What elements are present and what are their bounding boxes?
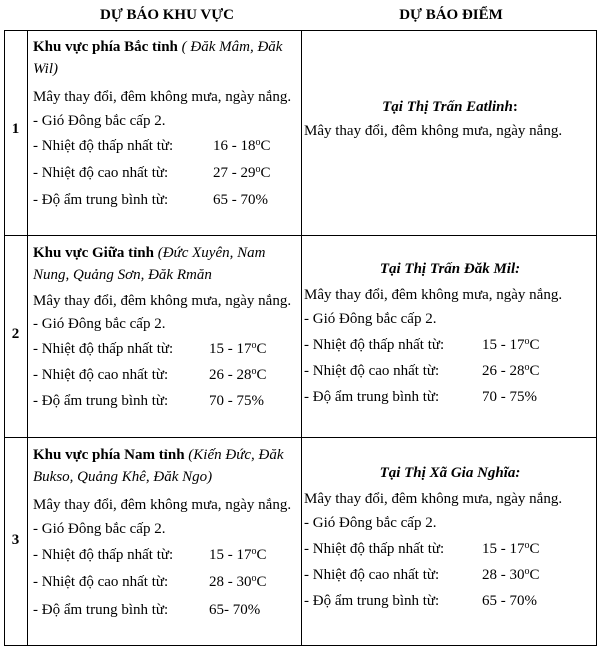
- point-weather-description: Mây thay đổi, đêm không mưa, ngày nắng.: [304, 123, 563, 139]
- min-temp-row: [33, 133, 300, 159]
- point-max-temp-value: 26 - 28$^o$C: [482, 362, 540, 379]
- humidity-value: 65 - 70%: [213, 192, 268, 208]
- humidity-label: - Độ ẩm trung bình từ:: [33, 393, 169, 409]
- area-forecast-cell: [33, 444, 300, 624]
- humidity-label: - Độ ẩm trung bình từ:: [33, 602, 169, 618]
- max-temp-label: - Nhiệt độ cao nhất từ:: [33, 165, 169, 181]
- humidity-row: [33, 596, 300, 624]
- region-name: Khu vực Giữa tỉnh: [33, 245, 154, 261]
- humidity-value: 70 - 75%: [209, 393, 264, 409]
- row-number: 2: [11, 326, 20, 342]
- point-max-temp-row: [304, 562, 596, 588]
- table-divider-mid: [301, 30, 302, 646]
- point-wind-info: - Gió Đông bắc cấp 2.: [304, 515, 437, 531]
- point-min-temp-row: [304, 332, 596, 358]
- table-divider-num: [27, 30, 28, 646]
- point-max-temp-label: - Nhiệt độ cao nhất từ:: [304, 567, 440, 583]
- table-border-right: [596, 30, 597, 646]
- weather-description: Mây thay đổi, đêm không mưa, ngày nắng.: [33, 497, 292, 513]
- wind-info: - Gió Đông bắc cấp 2.: [33, 316, 166, 332]
- point-humidity-row: [304, 588, 596, 614]
- wind-info: - Gió Đông bắc cấp 2.: [33, 521, 166, 537]
- point-wind-info: - Gió Đông bắc cấp 2.: [304, 311, 437, 327]
- min-temp-label: - Nhiệt độ thấp nhất từ:: [33, 138, 174, 154]
- row-number: 1: [11, 121, 20, 137]
- row-number: 3: [11, 532, 20, 548]
- min-temp-row: [33, 542, 300, 568]
- point-min-temp-label: - Nhiệt độ thấp nhất từ:: [304, 337, 445, 353]
- region-title: [33, 36, 300, 80]
- min-temp-value: 15 - 17$^o$C: [209, 546, 267, 563]
- region-title: [33, 444, 300, 488]
- point-max-temp-row: [304, 358, 596, 384]
- point-humidity-value: 70 - 75%: [482, 389, 537, 405]
- point-weather-description: Mây thay đổi, đêm không mưa, ngày nắng.: [304, 287, 563, 303]
- point-min-temp-row: [304, 536, 596, 562]
- point-humidity-value: 65 - 70%: [482, 593, 537, 609]
- point-title: Tại Thị Xã Gia Nghĩa:: [379, 465, 521, 481]
- max-temp-row: [33, 159, 300, 187]
- point-forecast-cell: [304, 96, 596, 142]
- max-temp-row: [33, 568, 300, 596]
- header-area-forecast: DỰ BÁO KHU VỰC: [99, 7, 235, 23]
- region-title: [33, 242, 300, 286]
- point-min-temp-value: 15 - 17$^o$C: [482, 336, 540, 353]
- point-humidity-label: - Độ ẩm trung bình từ:: [304, 593, 440, 609]
- area-forecast-cell: [33, 242, 300, 414]
- point-max-temp-label: - Nhiệt độ cao nhất từ:: [304, 363, 440, 379]
- humidity-row: [33, 187, 300, 213]
- min-temp-row: [33, 336, 300, 362]
- area-forecast-cell: [33, 36, 300, 213]
- max-temp-value: 27 - 29$^o$C: [213, 164, 271, 181]
- min-temp-value: 16 - 18$^o$C: [213, 137, 271, 154]
- max-temp-label: - Nhiệt độ cao nhất từ:: [33, 367, 169, 383]
- humidity-value: 65- 70%: [209, 602, 261, 618]
- min-temp-value: 15 - 17$^o$C: [209, 340, 267, 357]
- wind-info: - Gió Đông bắc cấp 2.: [33, 113, 166, 129]
- region-districts: (Đức Xuyên, Nam Nung, Quảng Sơn, Đăk Rmăn: [33, 245, 266, 283]
- point-weather-description: Mây thay đổi, đêm không mưa, ngày nắng.: [304, 491, 563, 507]
- humidity-label: - Độ ẩm trung bình từ:: [33, 192, 169, 208]
- point-humidity-label: - Độ ẩm trung bình từ:: [304, 389, 440, 405]
- min-temp-label: - Nhiệt độ thấp nhất từ:: [33, 547, 174, 563]
- weather-description: Mây thay đổi, đêm không mưa, ngày nắng.: [33, 293, 292, 309]
- max-temp-row: [33, 362, 300, 388]
- point-title: Tại Thị Trấn Đăk Mil:: [379, 261, 521, 277]
- min-temp-label: - Nhiệt độ thấp nhất từ:: [33, 341, 174, 357]
- region-districts: ( Đăk Mâm, Đăk Wil): [33, 39, 283, 77]
- max-temp-value: 26 - 28$^o$C: [209, 366, 267, 383]
- point-max-temp-value: 28 - 30$^o$C: [482, 566, 540, 583]
- max-temp-label: - Nhiệt độ cao nhất từ:: [33, 574, 169, 590]
- header-point-forecast: DỰ BÁO ĐIỂM: [399, 7, 503, 23]
- point-min-temp-value: 15 - 17$^o$C: [482, 540, 540, 557]
- point-humidity-row: [304, 384, 596, 410]
- region-districts: (Kiến Đức, Đăk Bukso, Quảng Khê, Đăk Ngo): [33, 447, 284, 485]
- region-name: Khu vực phía Nam tỉnh: [33, 447, 185, 463]
- max-temp-value: 28 - 30$^o$C: [209, 573, 267, 590]
- point-min-temp-label: - Nhiệt độ thấp nhất từ:: [304, 541, 445, 557]
- region-name: Khu vực phía Bắc tỉnh: [33, 39, 178, 55]
- point-forecast-cell: [304, 462, 596, 614]
- weather-description: Mây thay đổi, đêm không mưa, ngày nắng.: [33, 89, 292, 105]
- point-forecast-cell: [304, 258, 596, 410]
- point-title: Tại Thị Trấn Eatlinh:: [382, 99, 518, 115]
- humidity-row: [33, 388, 300, 414]
